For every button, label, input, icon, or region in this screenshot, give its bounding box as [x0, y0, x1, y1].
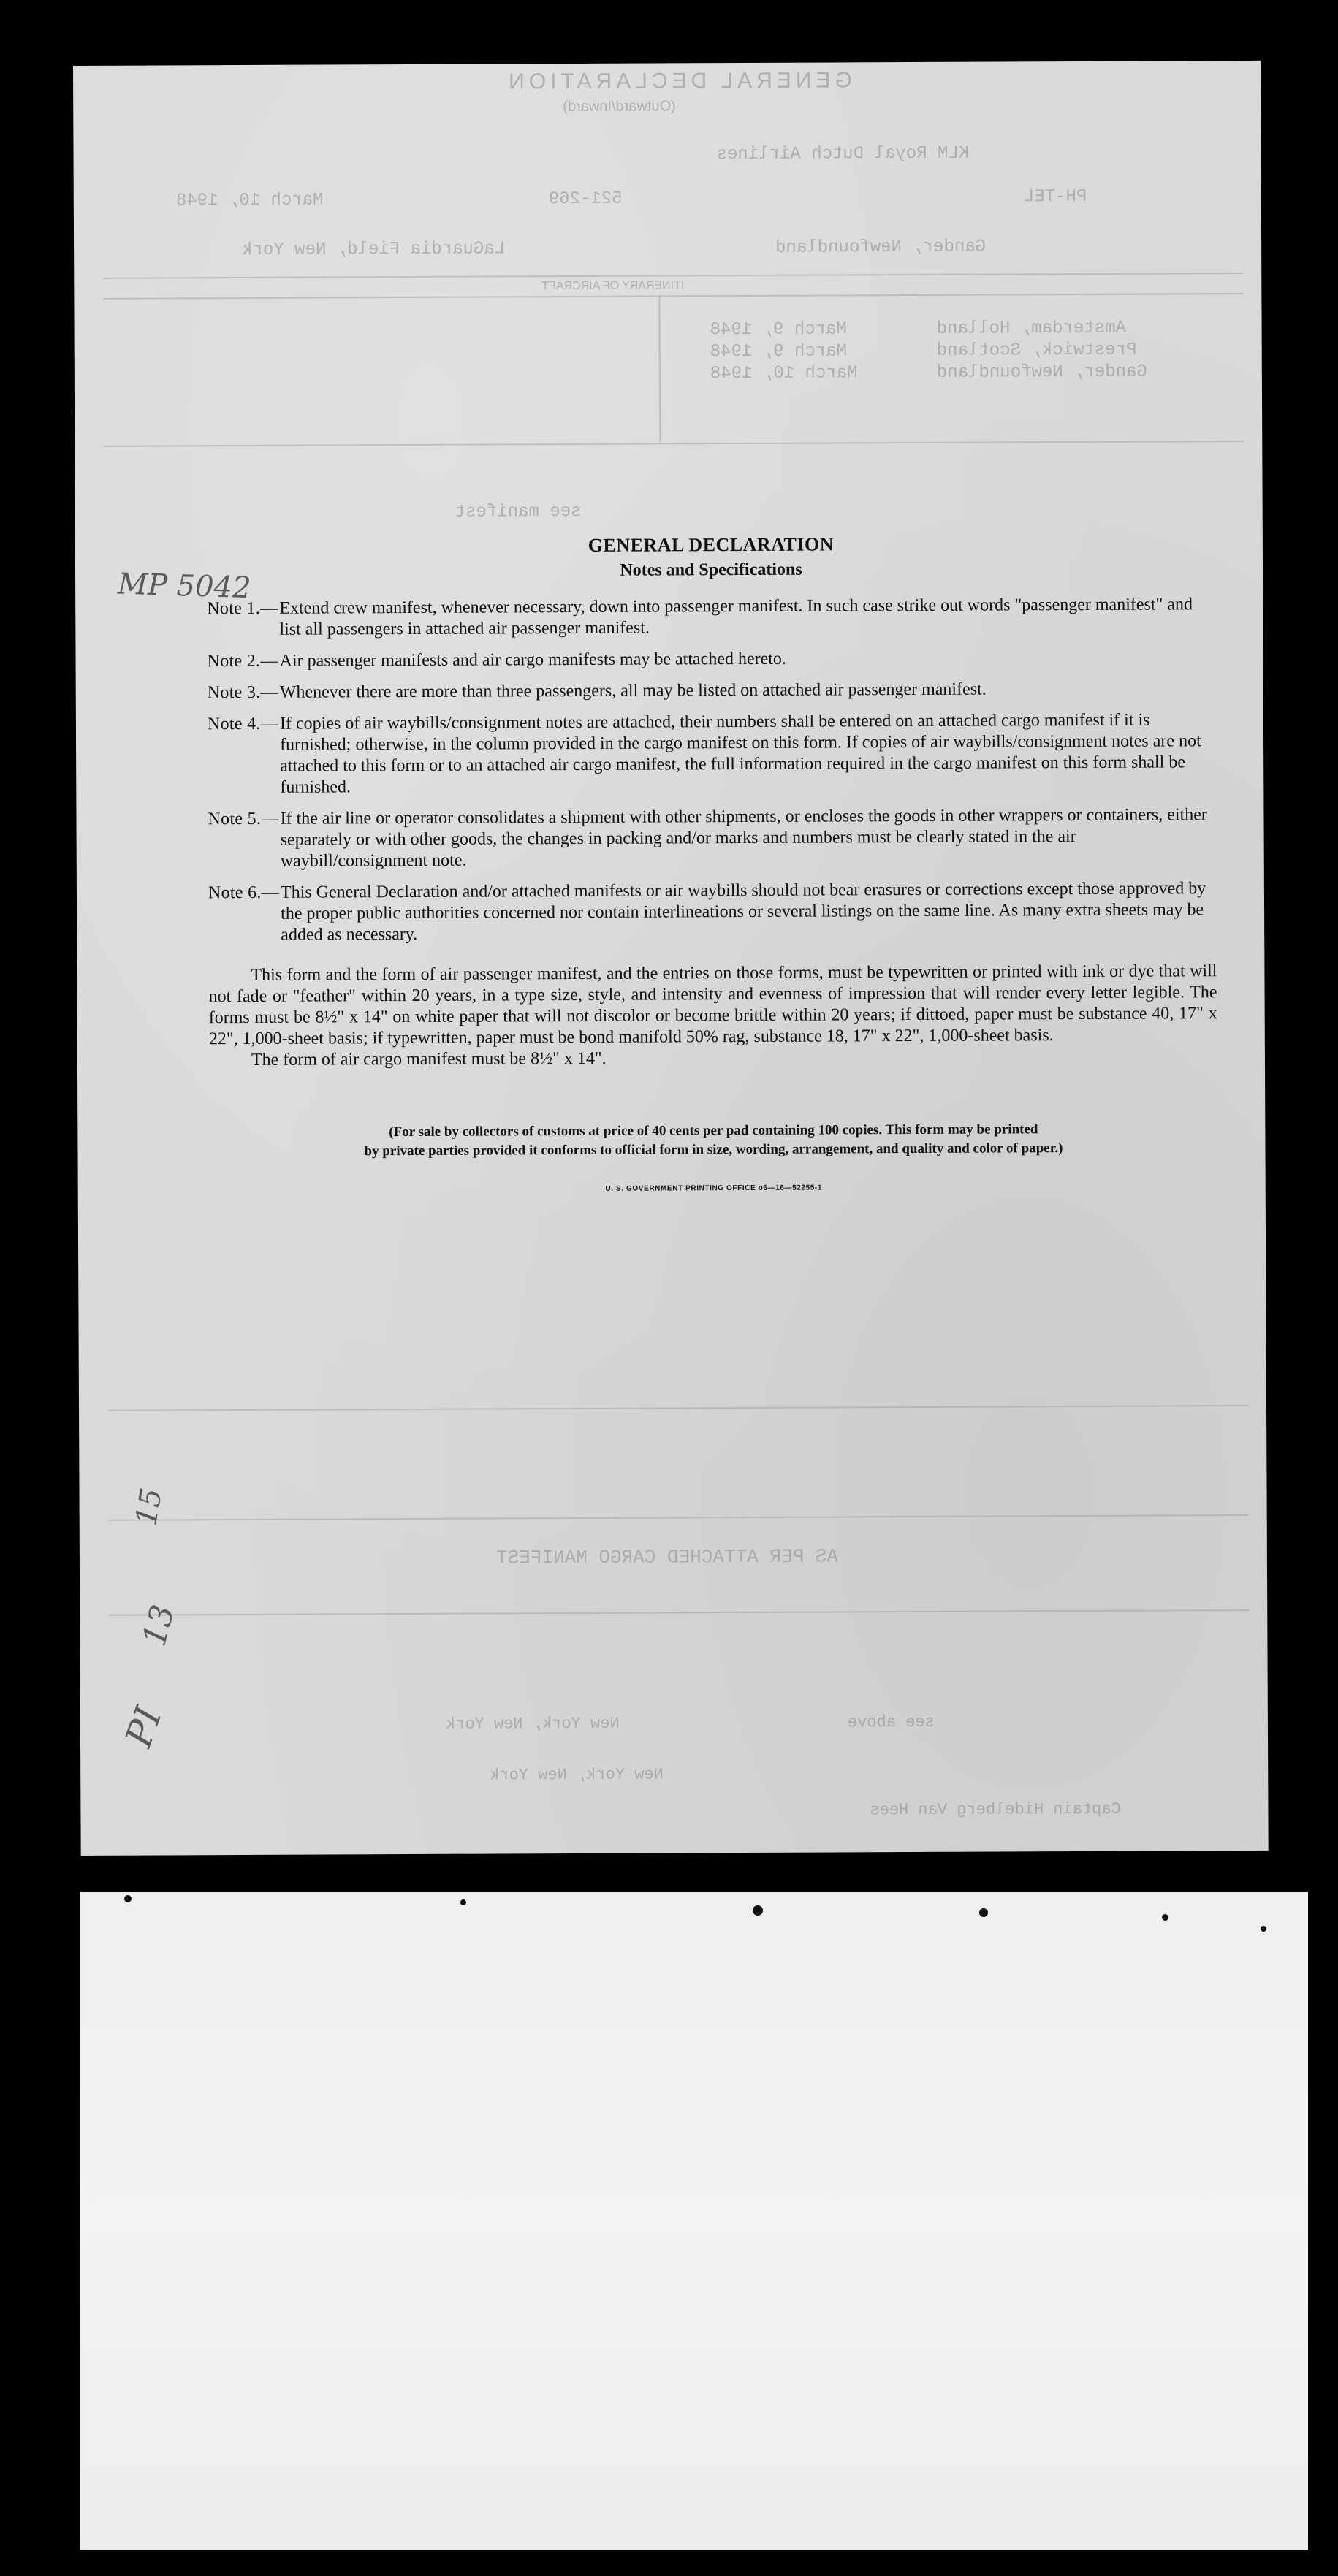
- cargo-manifest-size-paragraph: The form of air cargo manifest must be 8½" x 14".: [251, 1048, 607, 1070]
- bleed-cargo-note: AS PER ATTACHED CARGO MANIFEST: [495, 1545, 839, 1569]
- bleed-captain: Captain Hidelberg Van Hees: [870, 1799, 1121, 1820]
- note-text: If copies of air waybills/consignment notes are attached, their numbers shall be entered on an attached cargo manifest if it is furnished; otherwise, in the column provided in the cargo manifest on this form. If copies of air waybills/consignment notes are not attached to this form or to an attached air cargo manifest, the full information required in the cargo manifest on this form shall be furnished.: [279, 710, 1201, 797]
- document-subtitle: Notes and Specifications: [620, 560, 802, 580]
- note-text: Whenever there are more than three passengers, all may be listed on attached air passenger manifest.: [279, 679, 987, 702]
- scan-speck: [979, 1908, 988, 1917]
- note-label: Note 1.—: [207, 598, 278, 619]
- bleed-itinerary-heading: ITINERARY OF AIRCRAFT: [541, 279, 685, 293]
- bleed-departure: see above: [847, 1712, 935, 1732]
- document-title: GENERAL DECLARATION: [588, 533, 835, 556]
- bleed-destined-2: New York, New York: [490, 1765, 664, 1785]
- scan-speck: [1261, 1926, 1266, 1932]
- handwritten-mark-13: 13: [135, 1601, 183, 1650]
- handwritten-mark-mp: MP 5042: [117, 567, 252, 606]
- note-3: [208, 678, 1216, 704]
- note-text: Air passenger manifests and air cargo manifests may be attached hereto.: [279, 649, 786, 671]
- paper-specification-paragraph: This form and the form of air passenger manifest, and the entries on those forms, must be typewritten or printed with ink or dye that will not fade or "feather" within 20 years, in a type size, style, and intensity and evenness of impression that will render every letter legible. The forms must be 8½" x 14" on white paper that will not discolor or become brittle within 20 years; if dittoed, paper must be substance 40, 17" x 22", 1,000-sheet basis; if typewritten, paper must be bond manifold 50% rag, substance 18, 17" x 22", 1,000-sheet basis.: [208, 961, 1217, 1049]
- bleed-header-sub: (Outward/Inward): [563, 98, 676, 115]
- note-label: Note 2.—: [207, 651, 278, 671]
- bleed-owner: KLM Royal Dutch Airlines: [716, 143, 970, 165]
- note-6: [208, 878, 1217, 946]
- scan-speck: [124, 1895, 132, 1902]
- bleed-destined: New York, New York: [445, 1714, 620, 1734]
- bleed-flight-no: 521-269: [548, 188, 623, 210]
- bleed-header-title: GENERAL DECLARATION: [504, 68, 852, 94]
- note-label: Note 3.—: [207, 682, 278, 703]
- note-label: Note 4.—: [207, 714, 279, 734]
- scan-speck: [1162, 1914, 1168, 1921]
- bleed-date: March 10, 1948: [175, 190, 324, 211]
- note-2: [207, 647, 1215, 672]
- handwritten-mark-15: 15: [129, 1485, 170, 1528]
- bleed-clearance: Gander, Newfoundland: [775, 237, 987, 258]
- sale-note: [209, 1119, 1217, 1162]
- handwritten-mark-pi: PI: [117, 1701, 170, 1753]
- bleed-entry: LaGuardia Field, New York: [242, 239, 506, 260]
- bleed-itinerary-date-2: March 9, 1948: [710, 341, 848, 362]
- scan-speck: [460, 1899, 466, 1905]
- bleed-itinerary-1: Amsterdam, Holland: [936, 318, 1126, 339]
- note-1: [207, 594, 1215, 641]
- bleed-manifest-note: see manifest: [455, 501, 582, 522]
- note-4: [208, 709, 1216, 799]
- notes-block: [207, 532, 1218, 1194]
- scan-speck: [753, 1905, 763, 1916]
- note-text: If the air line or operator consolidates a shipment with other shipments, or encloses the goods in other wrappers or containers, either separately or with other goods, the changes in packing and/or marks and numbers must be clearly stated in the air waybill/consignment note.: [280, 805, 1207, 871]
- note-label: Note 6.—: [208, 883, 280, 903]
- note-text: This General Declaration and/or attached manifests or air waybills should not bear erasures or corrections except those approved by the proper public authorities concerned nor contain interlineations or several listings on the same line. As many extra sheets may be added as necessary.: [280, 879, 1206, 945]
- note-label: Note 5.—: [208, 809, 279, 829]
- bleed-itinerary-3: Gander, Newfoundland: [936, 362, 1147, 383]
- bleed-itinerary-2: Prestwick, Scotland: [936, 340, 1137, 361]
- bleed-itinerary-date-1: March 9, 1948: [710, 319, 847, 340]
- document-page-back: [80, 1892, 1308, 2550]
- note-5: [208, 804, 1216, 872]
- printing-office-line: U. S. GOVERNMENT PRINTING OFFICE o6—16—52255-1: [605, 1184, 823, 1193]
- document-page-front: [73, 61, 1269, 1856]
- sale-note-line-2: by private parties provided it conforms to official form in size, wording, arrangement, and quality and color of paper.): [364, 1140, 1063, 1159]
- bleed-aircraft: PH-TEL: [1023, 186, 1087, 207]
- sale-note-line-1: (For sale by collectors of customs at price of 40 cents per pad containing 100 copies. This form may be printed: [389, 1121, 1038, 1140]
- note-text: Extend crew manifest, whenever necessary, down into passenger manifest. In such case strike out words "passenger manifest" and list all passengers in attached air passenger manifest.: [279, 595, 1193, 639]
- bleed-itinerary-date-3: March 10, 1948: [710, 363, 858, 384]
